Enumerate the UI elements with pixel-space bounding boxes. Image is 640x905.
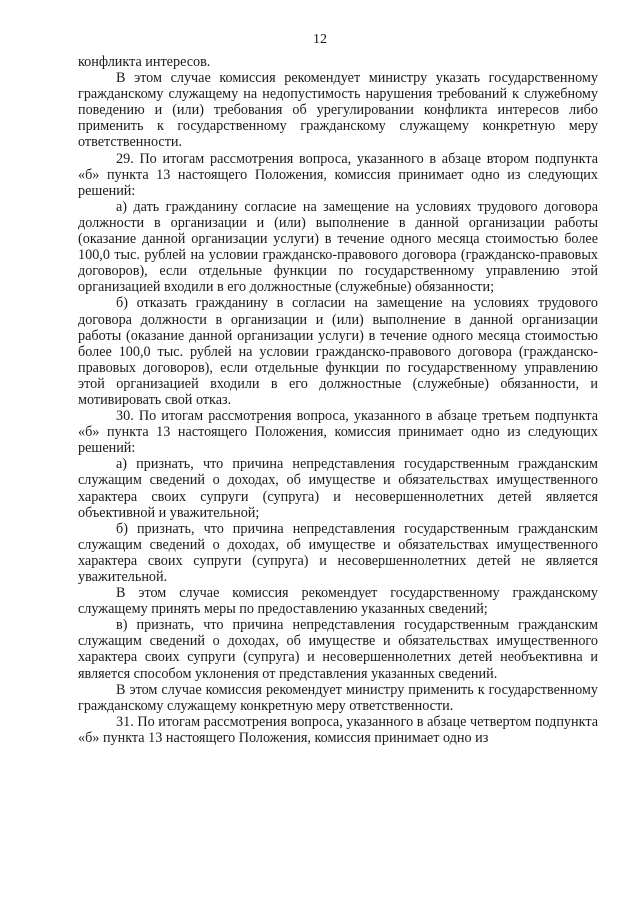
paragraph-continuation: конфликта интересов.: [78, 54, 211, 70]
paragraph-item-30-b: б) признать, что причина непредставления государственным гражданским служащим сведений о доходах, об имуществе и обязательствах имущественного характера своих супруги (супруга) и несовершеннолетних детей не является уважительной.: [78, 520, 598, 585]
paragraph-item-30-c-recommendation: В этом случае комиссия рекомендует министру применить к государственному гражданскому служащему конкретную меру ответственности.: [78, 681, 598, 714]
paragraph-item-30-b-recommendation: В этом случае комиссия рекомендует государственному гражданскому служащему принять меры по предоставлению указанных сведений;: [78, 585, 598, 618]
document-body: [78, 54, 598, 746]
paragraph-item-29: 29. По итогам рассмотрения вопроса, указанного в абзаце втором подпункта «б» пункта 13 настоящего Положения, комиссия принимает одно из следующих решений:: [78, 150, 598, 199]
paragraph-item-31: 31. По итогам рассмотрения вопроса, указанного в абзаце четвертом подпункта «б» пункта 13 настоящего Положения, комиссия принимает одно из: [78, 713, 598, 746]
paragraph-item-29-b: б) отказать гражданину в согласии на замещение на условиях трудового договора должности в организации и (или) выполнение в данной организации работы (оказание данной организации услуги) в течение одного месяца стоимостью более 100,0 тыс. рублей на условии гражданско-правового договора (гражданско-правовых договоров), если отдельные функции по государственному управлению этой организацией входили в его должностные (служебные) обязанности, и мотивировать свой отказ.: [78, 295, 598, 408]
paragraph-item-30: 30. По итогам рассмотрения вопроса, указанного в абзаце третьем подпункта «б» пункта 13 настоящего Положения, комиссия принимает одно из следующих решений:: [78, 408, 598, 457]
page-number: 12: [313, 32, 327, 47]
paragraph-item-30-c: в) признать, что причина непредставления государственным гражданским служащим сведений о доходах, об имуществе и обязательствах имущественного характера своих супруги (супруга) и несовершеннолетних детей необъективна и является способом уклонения от представления указанных сведений.: [78, 617, 598, 682]
paragraph-item-30-a: а) признать, что причина непредставления государственным гражданским служащим сведений о доходах, об имуществе и обязательствах имущественного характера своих супруги (супруга) и несовершеннолетних детей является объективной и уважительной;: [78, 456, 598, 521]
paragraph-item-29-a: а) дать гражданину согласие на замещение на условиях трудового договора должности в организации и (или) выполнение в данной организации работы (оказание данной организации услуги) в течение одного месяца стоимостью более 100,0 тыс. рублей на условии гражданско-правового договора (гражданско-правовых договоров), если отдельные функции по государственному управлению этой организацией входили в его должностные (служебные) обязанности;: [78, 198, 598, 296]
paragraph-recommendation-minister: В этом случае комиссия рекомендует министру указать государственному гражданскому служащему на недопустимость нарушения требований к служебному поведению и (или) требования об урегулировании конфликта интересов либо применить к государственному гражданскому служащему конкретную меру ответственности.: [78, 70, 598, 151]
